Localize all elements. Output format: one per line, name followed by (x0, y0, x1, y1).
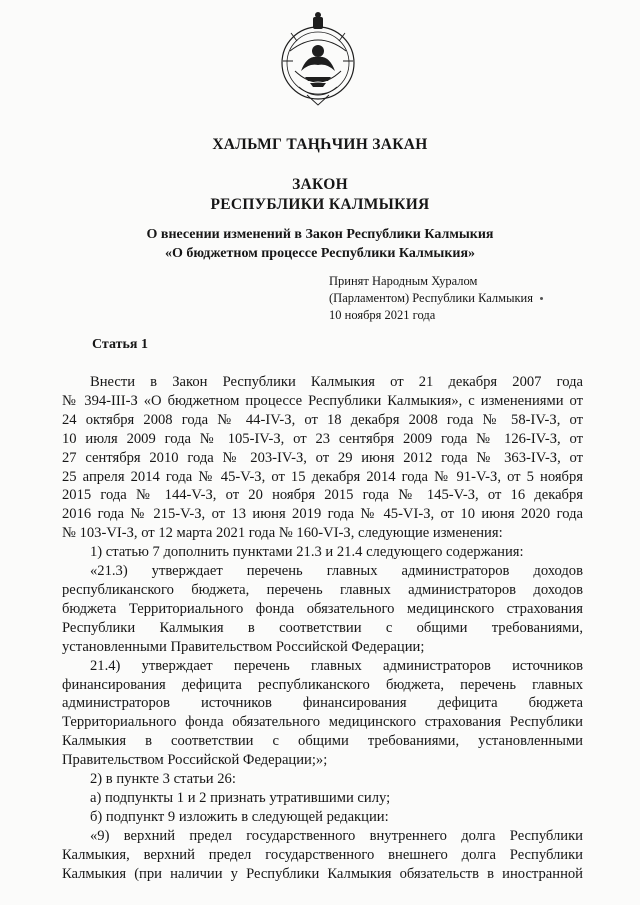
text-line: установленными Правительством Российской Федерации; (62, 638, 425, 655)
text-line: № 103-VI-З, от 12 марта 2021 года № 160-VI-З, следующие изменения: (62, 525, 503, 542)
text-line: 2015 года № 144-V-З, от 20 ноября 2015 года № 145-V-З, от 16 декабря (62, 487, 583, 504)
article-body (62, 373, 583, 883)
text-line: 24 октября 2008 года № 44-IV-З, от 18 декабря 2008 года № 58-IV-З, от (62, 411, 583, 428)
adoption-line-1: Принят Народным Хуралом (329, 274, 478, 288)
text-line: Правительством Российской Федерации;»; (62, 752, 328, 769)
text-line: 2016 года № 215-V-З, от 13 июня 2019 года № 45-VI-З, от 10 июня 2020 года (62, 506, 583, 523)
adoption-note (329, 273, 569, 324)
text-line: 25 апреля 2014 года № 45-V-З, от 15 декабря 2014 года № 91-V-З, от 5 ноября (62, 468, 583, 485)
text-line: бюджета Территориального фонда обязательного медицинского страхования (62, 600, 583, 617)
text-line: 1) статью 7 дополнить пунктами 21.3 и 21.4 следующего содержания: (90, 544, 524, 561)
law-heading: ЗАКОН (292, 176, 348, 193)
text-line: Калмыкия (при наличии у Республики Калмыкия обязательств в иностранной (62, 865, 583, 882)
text-line: 10 июля 2009 года № 105-IV-З, от 23 сентября 2009 года № 126-IV-З, от (62, 430, 583, 447)
text-line: финансирования дефицита республиканского бюджета, перечень главных (62, 676, 583, 693)
law-subtitle-line-1: О внесении изменений в Закон Республики Калмыкия (146, 227, 494, 242)
scan-speck (540, 297, 543, 300)
law-subtitle-line-2: «О бюджетном процессе Республики Калмыкия» (164, 246, 476, 261)
coat-of-arms-emblem (277, 11, 359, 109)
text-line: № 394-III-З «О бюджетном процессе Республики Калмыкия», с изменениями от (62, 392, 583, 409)
text-line: Территориального фонда обязательного медицинского страхования Республики (62, 714, 583, 731)
text-line: «21.3) утверждает перечень главных администраторов доходов (90, 563, 583, 580)
text-line: администраторов источников финансирования дефицита бюджета (62, 695, 583, 712)
text-line: республиканского бюджета, перечень главных администраторов доходов (62, 581, 583, 598)
text-line: 2) в пункте 3 статьи 26: (90, 771, 236, 788)
text-line: Калмыкия, верхний предел государственного внешнего долга Республики (62, 846, 583, 863)
text-line: Внести в Закон Республики Калмыкия от 21 декабря 2007 года (90, 374, 583, 390)
text-line: 27 сентября 2010 года № 203-IV-З, от 29 июня 2012 года № 363-IV-З, от (62, 449, 583, 466)
adoption-date: 10 ноября 2021 года (329, 308, 436, 322)
text-line: 21.4) утверждает перечень главных администраторов источников (90, 657, 583, 674)
kalmyk-law-title: ХАЛЬМГ ТАҢҺЧИН ЗАКАН (212, 136, 428, 153)
adoption-line-2: (Парламентом) Республики Калмыкия (329, 291, 533, 305)
text-line: «9) верхний предел государственного внутреннего долга Республики (90, 827, 583, 844)
text-line: а) подпункты 1 и 2 признать утратившими силу; (90, 789, 391, 806)
text-line: Калмыкия в соответствии с общими требованиями, установленными (62, 733, 583, 750)
article-title: Статья 1 (92, 337, 148, 352)
republic-heading: РЕСПУБЛИКИ КАЛМЫКИЯ (210, 196, 430, 213)
text-line: б) подпункт 9 изложить в следующей редакции: (90, 808, 389, 825)
text-line: Республики Калмыкия в соответствии с общими требованиями, (62, 619, 583, 636)
